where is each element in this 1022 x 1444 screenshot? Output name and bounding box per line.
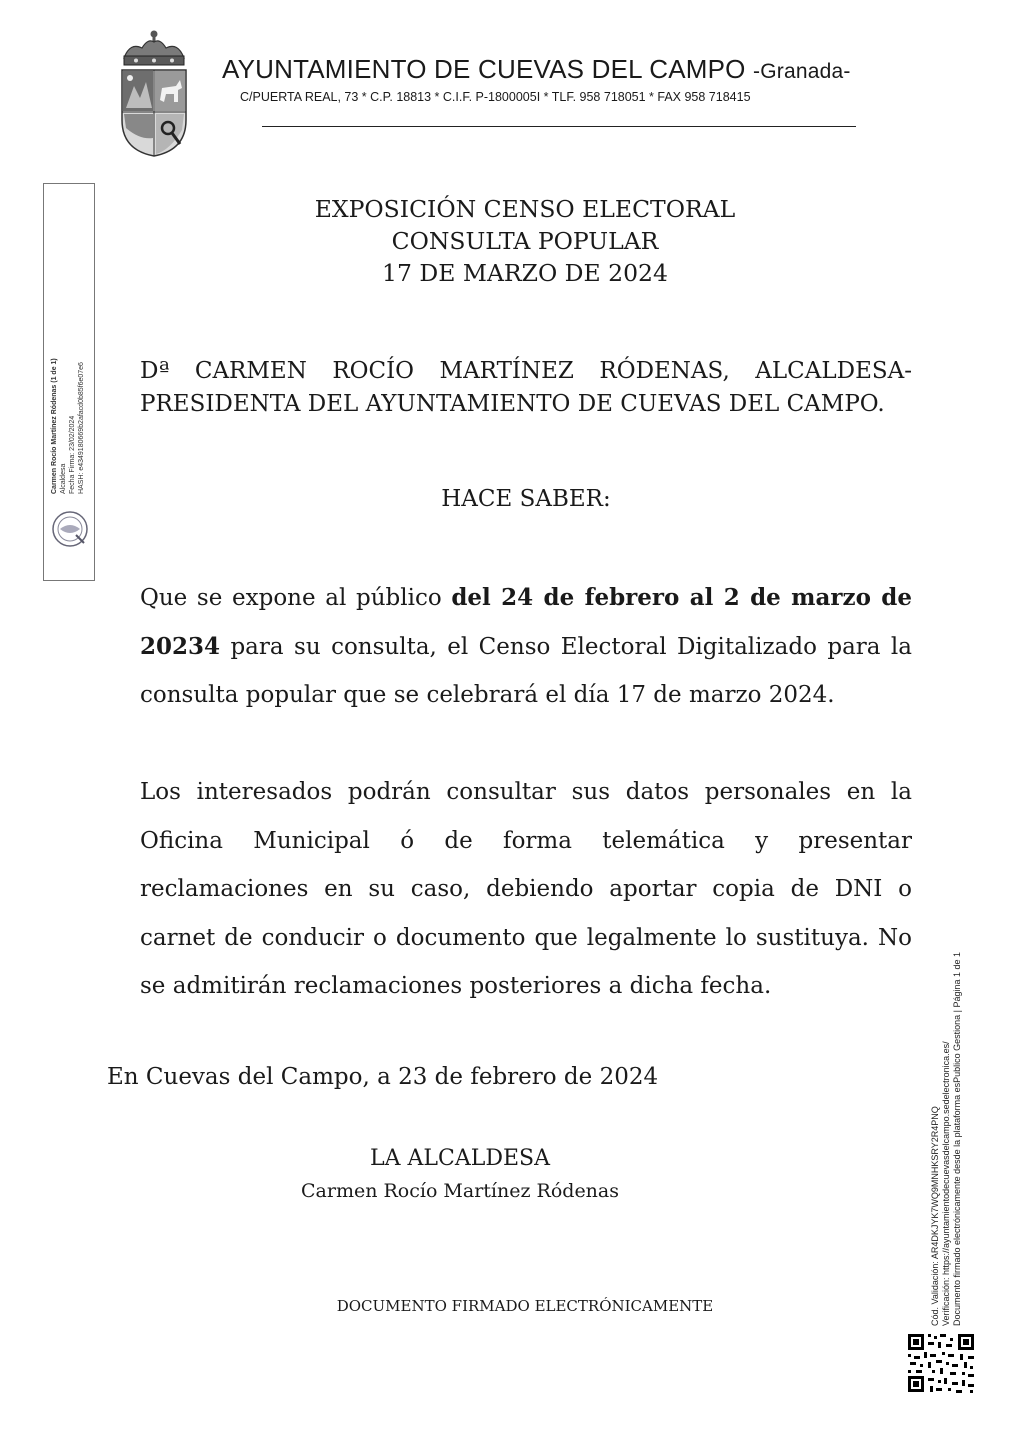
signature-stamp — [43, 183, 95, 581]
organization-title: AYUNTAMIENTO DE CUEVAS DEL CAMPO — [222, 54, 746, 84]
signatory-name: Carmen Rocío Martínez Ródenas — [301, 1180, 619, 1202]
organization-address: C/PUERTA REAL, 73 * C.P. 18813 * C.I.F. P-1800005I * TLF. 958 718051 * FAX 958 718415 — [240, 90, 751, 104]
signatory-role: LA ALCALDESA — [370, 1146, 550, 1171]
place-and-date: En Cuevas del Campo, a 23 de febrero de 2024 — [107, 1064, 659, 1090]
stamp-hash: HASH: e4349180669b2afacd0b85f6e07e6 — [78, 362, 85, 494]
validation-code: Cód. Validación: AR4DKJYK7WQ9MNHKSRY2R4PNQ — [930, 1106, 940, 1326]
organization-province: -Granada- — [753, 60, 851, 83]
stamp-role: Alcaldesa — [60, 463, 67, 494]
platform-note: Documento firmado electrónicamente desde la plataforma esPublico Gestiona | Página 1 de 1 — [952, 951, 962, 1326]
title-line-2: CONSULTA POPULAR — [391, 227, 659, 255]
qr-code-icon — [906, 1332, 976, 1394]
issuing-official: Dª CARMEN ROCÍO MARTÍNEZ RÓDENAS, ALCALDESA-PRESIDENTA DEL AYUNTAMIENTO DE CUEVAS DEL CAMPO. — [140, 358, 912, 417]
verification-url: Verificación: https://ayuntamientodecuevasdelcampo.sedelectronica.es/ — [941, 1041, 951, 1326]
verification-block — [930, 886, 990, 1326]
exposure-intro: Que se expone al público — [140, 585, 452, 611]
organization-name — [222, 54, 851, 85]
stamp-date: Fecha Firma: 23/02/2024 — [69, 415, 76, 494]
electronic-signature-note: DOCUMENTO FIRMADO ELECTRÓNICAMENTE — [336, 1297, 714, 1315]
consultation-paragraph: Los interesados podrán consultar sus datos personales en la Oficina Municipal ó de forma telemática y presentar reclamaciones en su caso, debiendo aportar copia de DNI o carnet de conducir o documento que legalmente lo sustituya. No se admitirán reclamaciones posteriores a dicha fecha. — [140, 779, 912, 999]
exposure-detail: para su consulta, el Censo Electoral Digitalizado para la consulta popular que se celebrará el día 17 de marzo 2024. — [140, 633, 912, 708]
municipal-crest-icon — [116, 28, 192, 158]
document-title — [250, 193, 800, 289]
exposure-paragraph — [140, 574, 912, 720]
title-line-3: 17 DE MARZO DE 2024 — [382, 259, 668, 287]
header-divider — [262, 126, 856, 127]
title-line-1: EXPOSICIÓN CENSO ELECTORAL — [314, 195, 736, 223]
signature-seal-icon — [50, 509, 90, 549]
exposure-period: del 24 de febrero al 2 de marzo de 20234 — [140, 584, 912, 660]
notice-heading: HACE SABER: — [441, 486, 611, 512]
stamp-signer: Carmen Rocío Martínez Ródenas (1 de 1) — [51, 358, 58, 494]
